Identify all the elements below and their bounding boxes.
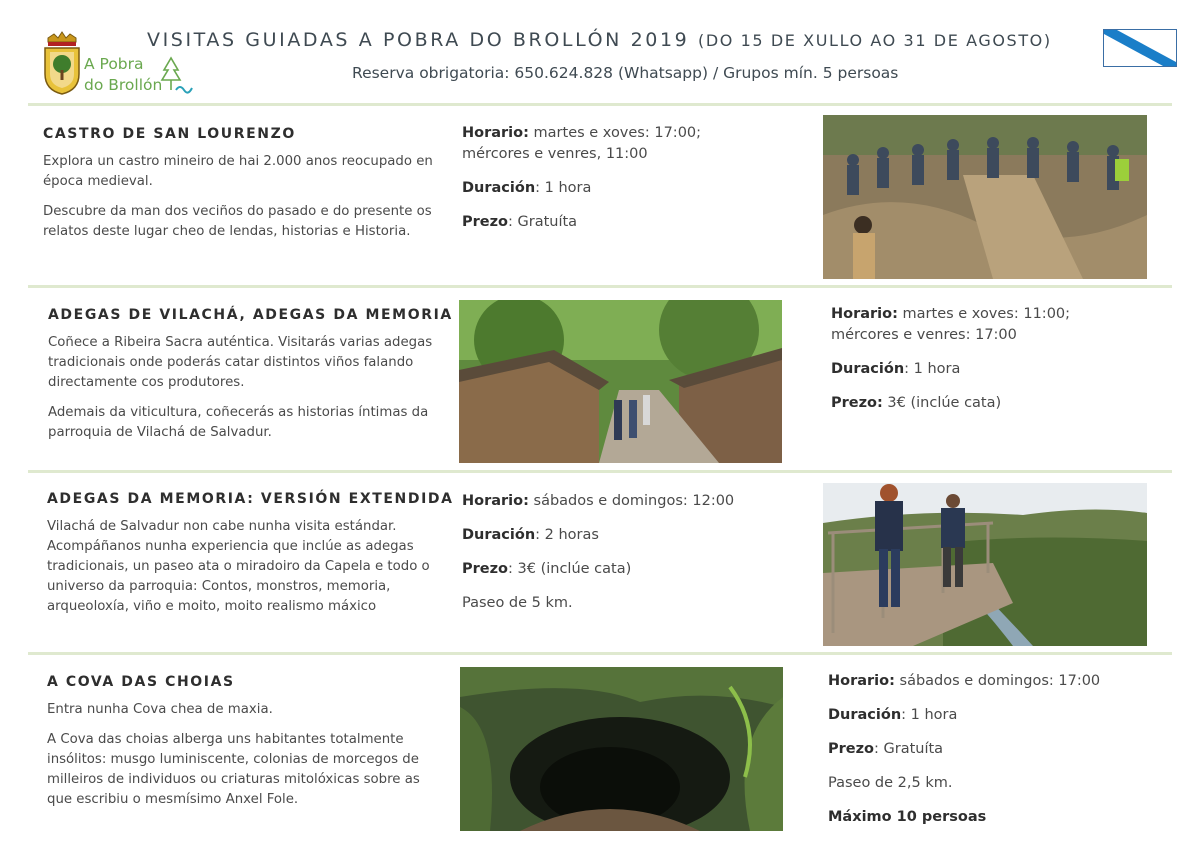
schedule-value: sábados e domingos: 12:00 [528,493,735,509]
description-paragraph: Explora un castro mineiro de hai 2.000 anos reocupado en época medieval. [43,154,433,189]
cova-photo [460,667,783,831]
section-castro [43,126,443,252]
title-main: VISITAS GUIADAS A POBRA DO BROLLÓN 2019 [147,29,690,51]
adegas-photo [459,300,782,463]
schedule-value: martes e xoves: 11:00; mércores e venres: 17:00 [831,306,1071,343]
section-divider [28,652,1172,655]
duration-value: : 1 hora [901,707,958,723]
schedule-label: Horario: [828,673,895,689]
price-label: Prezo [828,741,875,757]
section-adegas-extendida-info [462,491,772,627]
section-description [47,700,427,810]
description-paragraph: Descubre da man dos veciños do pasado e do presente os relatos deste lugar cheo de lendas, historias e Historia. [43,204,432,239]
duration [462,525,772,546]
logo-line-2: do Brollón [84,76,163,94]
section-title: A COVA DAS CHOIAS [47,674,235,690]
price-value: : Gratuíta [508,214,578,230]
schedule [831,304,1141,346]
section-title: ADEGAS DE VILACHÁ, ADEGAS DA MEMORIA [48,307,453,323]
galicia-flag-icon [1103,29,1177,67]
duration-label: Duración [828,707,902,723]
duration-value: : 1 hora [535,180,592,196]
section-castro-info [462,123,762,246]
price [462,212,762,233]
schedule-value: sábados e domingos: 17:00 [894,673,1101,689]
price [462,559,772,580]
description-paragraph: Coñece a Ribeira Sacra auténtica. Visitarás varias adegas tradicionais onde poderás catar distintos viños falando directamente cos produtores. [48,335,433,390]
section-adegas-extendida [47,491,454,627]
section-cova [47,674,427,820]
description-paragraph: Ademais da viticultura, coñecerás as historias íntimas da parroquia de Vilachá de Salvadur. [48,405,429,440]
max-people: Máximo 10 persoas [828,809,987,825]
section-title: CASTRO DE SAN LOURENZO [43,126,296,142]
section-description [43,152,443,242]
schedule-label: Horario: [462,493,529,509]
duration [462,178,762,199]
section-cova-info [828,671,1148,841]
duration-label: Duración [462,180,536,196]
duration [831,359,1141,380]
schedule [828,671,1148,692]
price-value: 3€ (inclúe cata) [882,395,1002,411]
section-adegas-info [831,304,1141,427]
section-description [47,517,442,617]
price-label: Prezo [462,214,509,230]
schedule-value: martes e xoves: 17:00; mércores e venres, 11:00 [462,125,702,162]
walk-distance: Paseo de 2,5 km. [828,775,953,791]
section-adegas [48,307,453,453]
tree-logo-icon [160,56,196,96]
municipal-coat-of-arms [42,28,82,96]
section-title: ADEGAS DA MEMORIA: VERSIÓN EXTENDIDA [47,491,454,507]
schedule-label: Horario: [462,125,529,141]
title-dates: (DO 15 DE XULLO AO 31 DE AGOSTO) [697,31,1052,50]
section-divider [28,470,1172,473]
schedule-label: Horario: [831,306,898,322]
price-label: Prezo [462,561,509,577]
schedule [462,123,762,165]
reservation-info: Reserva obrigatoria: 650.624.828 (Whatsapp) / Grupos mín. 5 persoas [352,64,899,82]
description-paragraph: Vilachá de Salvadur non cabe nunha visita estándar. Acompáñanos nunha experiencia que inclúe as adegas tradicionais, un paseo ata o miradoiro da Capela e todo o universo da parroquia: Contos, monstros, memoria, arqueoloxía, viño e moito, moito realismo máxico [47,519,430,614]
section-divider [28,285,1172,288]
duration-value: : 1 hora [904,361,961,377]
municipality-logo-text [84,54,162,96]
description-paragraph: A Cova das choias alberga uns habitantes totalmente insólitos: musgo luminiscente, colonias de morcegos de milleiros de individuos ou criaturas mitolóxicas sobre as que escribiu o mesmísimo Anxel Fole. [47,732,420,807]
price-value: : 3€ (inclúe cata) [508,561,632,577]
miradoiro-photo [823,483,1147,646]
price-value: : Gratuíta [874,741,944,757]
duration [828,705,1148,726]
section-description [48,333,448,443]
logo-line-1: A Pobra [84,55,144,73]
header-divider [28,103,1172,106]
walk-distance: Paseo de 5 km. [462,595,573,611]
price [828,739,1148,760]
duration-value: : 2 horas [535,527,599,543]
page-title [147,29,1052,51]
price [831,393,1141,414]
schedule [462,491,772,512]
duration-label: Duración [462,527,536,543]
description-paragraph: Entra nunha Cova chea de maxia. [47,702,273,717]
castro-photo [823,115,1147,279]
price-label: Prezo: [831,395,883,411]
duration-label: Duración [831,361,905,377]
